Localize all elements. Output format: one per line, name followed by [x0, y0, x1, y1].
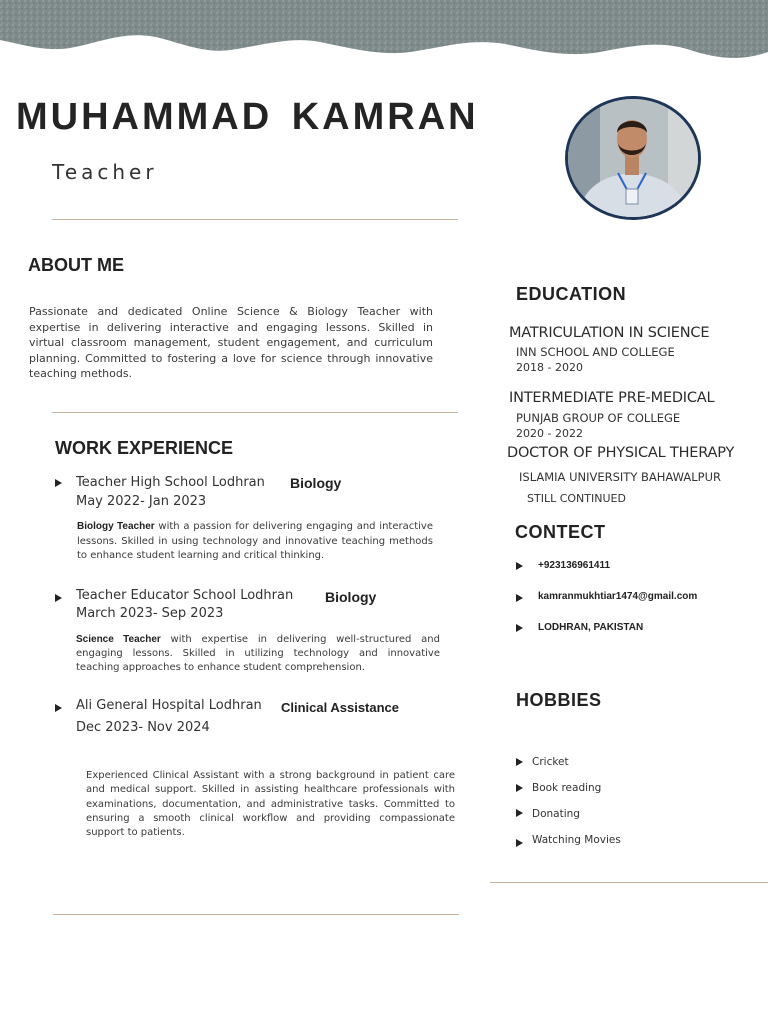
contact-heading: CONTECT — [515, 522, 606, 542]
job-dates: Dec 2023- Nov 2024 — [76, 720, 210, 735]
job-place: Ali General Hospital Lodhran — [76, 698, 262, 713]
job-tag: Clinical Assistance — [281, 700, 400, 715]
divider — [52, 219, 458, 220]
bullet-icon — [516, 594, 523, 602]
education-degree: MATRICULATION IN SCIENCE — [509, 325, 710, 341]
divider — [53, 914, 459, 915]
bullet-icon — [516, 624, 523, 632]
bullet-icon — [516, 784, 523, 792]
person-name: MUHAMMAD KAMRAN — [16, 96, 479, 138]
job-description — [77, 520, 433, 564]
job-desc-text: with a passion for delivering engaging and interactive lessons. Skilled in using technology and innovative teaching methods to enhance student learning and critical thinking. — [77, 521, 433, 561]
header-banner — [0, 0, 768, 70]
job-lead: Biology Teacher — [77, 521, 155, 532]
education-dates: STILL CONTINUED — [527, 492, 626, 505]
profile-photo — [565, 96, 701, 220]
person-avatar-image — [568, 99, 698, 217]
education-school: PUNJAB GROUP OF COLLEGE — [516, 411, 681, 425]
job-place: Teacher Educator School Lodhran — [76, 588, 294, 603]
education-dates: 2018 - 2020 — [516, 361, 583, 374]
hobby-item: Cricket — [532, 756, 569, 768]
bullet-icon — [55, 594, 62, 602]
job-lead: Science Teacher — [76, 634, 161, 645]
bullet-icon — [55, 479, 62, 487]
education-degree: DOCTOR OF PHYSICAL THERAPY — [507, 445, 735, 461]
bullet-icon — [55, 704, 62, 712]
work-heading: WORK EXPERIENCE — [55, 438, 234, 458]
job-tag: Biology — [325, 589, 377, 605]
contact-phone[interactable]: +923136961411 — [538, 560, 611, 571]
job-tag: Biology — [290, 475, 342, 491]
job-desc-text: with expertise in delivering well-structured and engaging lessons. Skilled in utilizing technology and innovative teaching approaches to enhance student comprehension. — [76, 634, 440, 673]
contact-location: LODHRAN, PAKISTAN — [538, 622, 644, 633]
divider — [52, 412, 458, 413]
job-place: Teacher High School Lodhran — [76, 475, 265, 490]
education-dates: 2020 - 2022 — [516, 427, 583, 440]
bullet-icon — [516, 839, 523, 847]
job-dates: May 2022- Jan 2023 — [76, 494, 207, 509]
bullet-icon — [516, 562, 523, 570]
hobby-item: Donating — [532, 808, 580, 820]
job-title: Teacher — [52, 160, 158, 184]
education-heading: EDUCATION — [516, 284, 627, 304]
bullet-icon — [516, 758, 523, 766]
education-school: INN SCHOOL AND COLLEGE — [516, 345, 675, 359]
hobbies-heading: HOBBIES — [516, 690, 602, 710]
education-school: ISLAMIA UNIVERSITY BAHAWALPUR — [519, 470, 721, 484]
about-heading: ABOUT ME — [28, 255, 124, 275]
hobby-item: Watching Movies — [532, 834, 621, 846]
job-description — [76, 633, 440, 675]
job-dates: March 2023- Sep 2023 — [76, 606, 224, 621]
bullet-icon — [516, 809, 523, 817]
education-degree: INTERMEDIATE PRE-MEDICAL — [509, 390, 715, 406]
hobby-item: Book reading — [532, 782, 602, 794]
about-text: Passionate and dedicated Online Science & Biology Teacher with expertise in delivering interactive and engaging lessons. Skilled in virtual classroom management, student engagement, and curriculum planning. Committed to fostering a love for science through innovative teaching methods. — [29, 305, 433, 380]
job-description: Experienced Clinical Assistant with a strong background in patient care and medical support. Skilled in assisting healthcare professionals with examinations, documentation, and administrative tasks. Committed to ensuring a smooth clinical workflow and providing compassionate support to patients. — [86, 770, 455, 839]
divider — [490, 882, 768, 883]
contact-email[interactable]: kamranmukhtiar1474@gmail.com — [538, 591, 698, 602]
